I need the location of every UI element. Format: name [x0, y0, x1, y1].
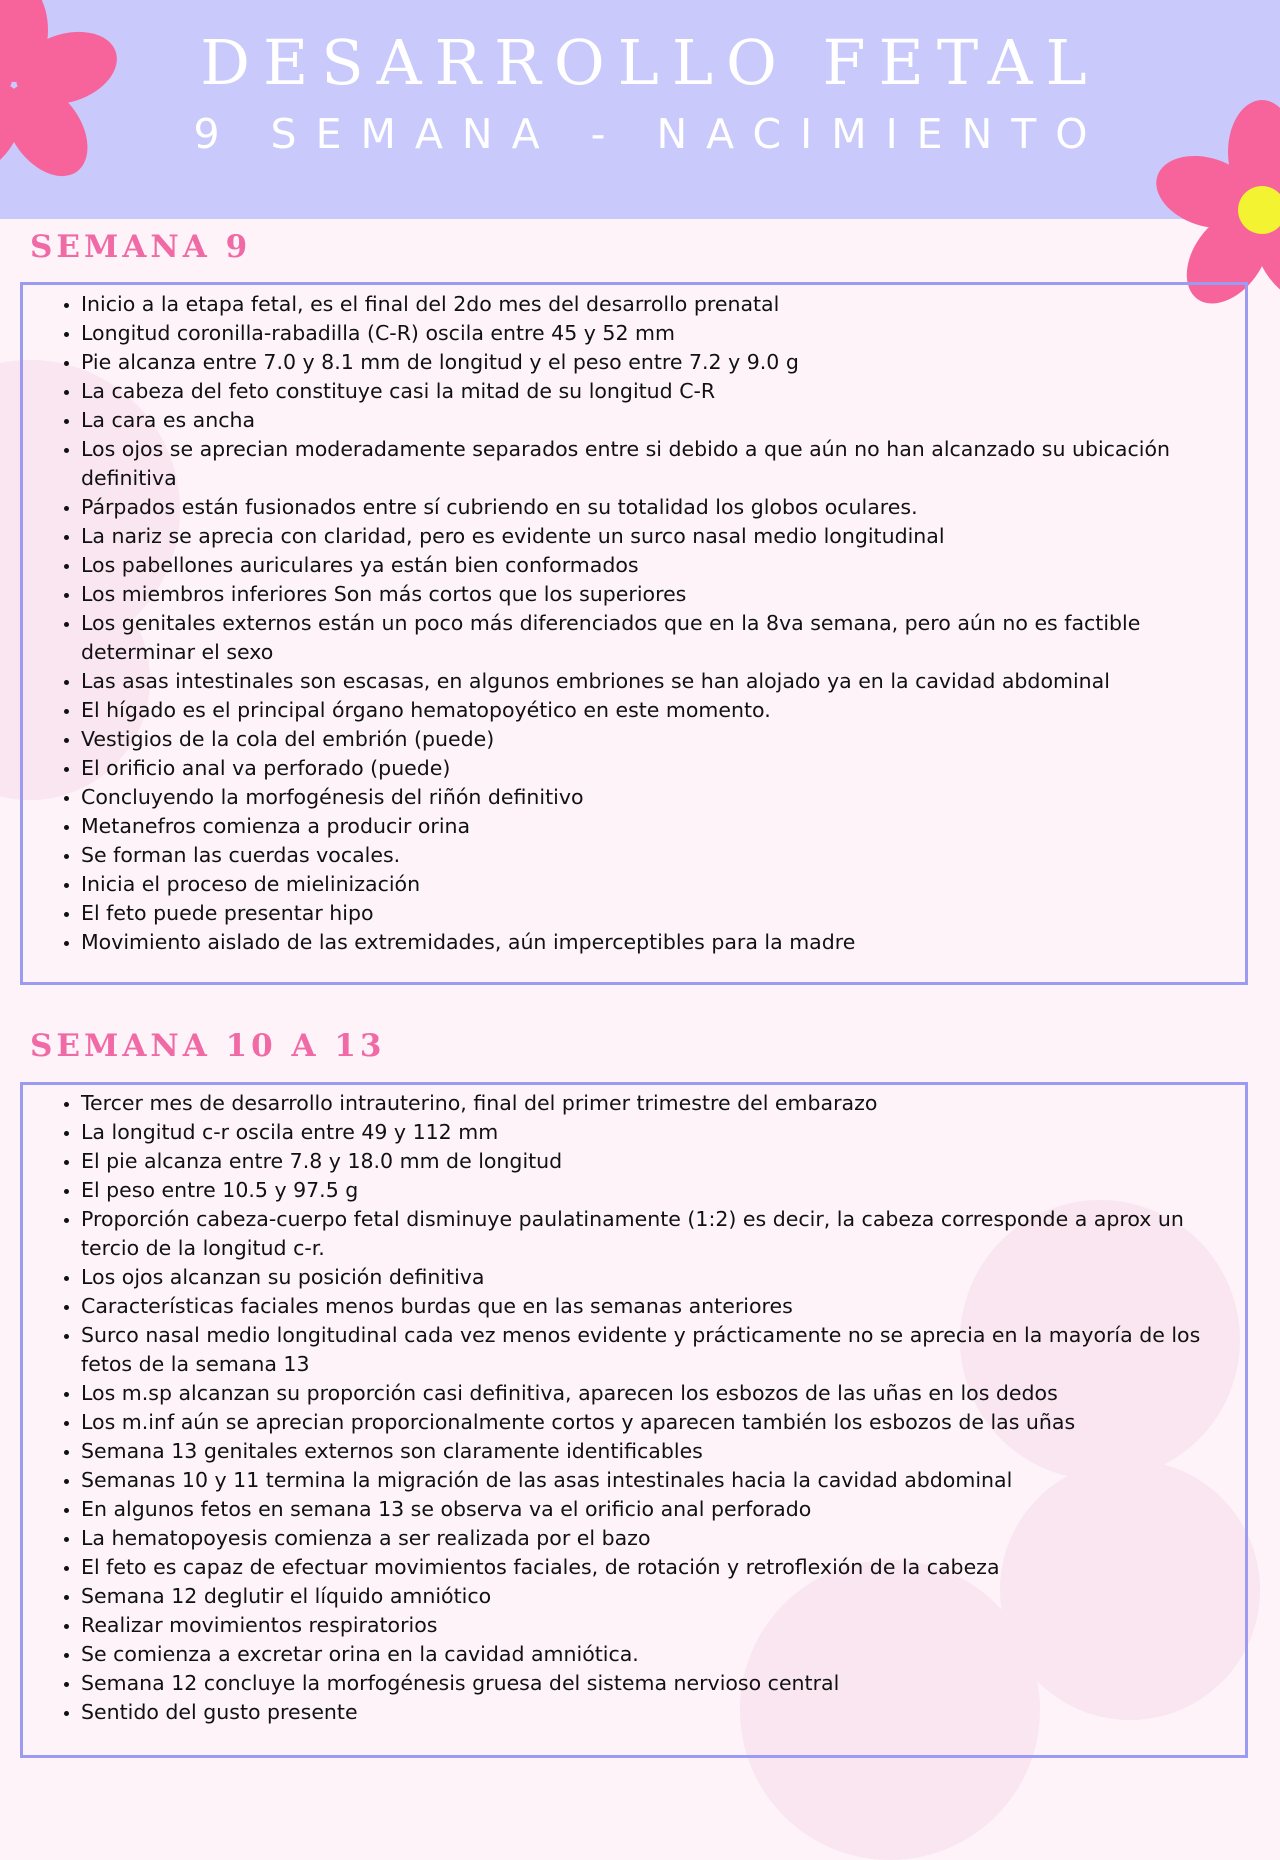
- list-item: • Los pabellones auriculares ya están bien conformados: [81, 551, 1205, 580]
- list-item: • Los m.sp alcanzan su proporción casi definitiva, aparecen los esbozos de las uñas en los dedos: [81, 1379, 1205, 1408]
- list-item: • Los genitales externos están un poco más diferenciados que en la 8va semana, pero aún no es factible determinar el sexo: [81, 609, 1205, 667]
- list-item: • Pie alcanza entre 7.0 y 8.1 mm de longitud y el peso entre 7.2 y 9.0 g: [81, 348, 1205, 377]
- list-item: • Los miembros inferiores Son más cortos que los superiores: [81, 580, 1205, 609]
- section-box-semana-10-a-13: [20, 1082, 1248, 1758]
- list-item: • Semana 12 concluye la morfogénesis gruesa del sistema nervioso central: [81, 1669, 1205, 1698]
- list-item: • El feto puede presentar hipo: [81, 899, 1205, 928]
- list-item: • El orificio anal va perforado (puede): [81, 754, 1205, 783]
- bullet-list: [23, 290, 1245, 957]
- list-item: • Metanefros comienza a producir orina: [81, 812, 1205, 841]
- flower-icon: [0, 0, 124, 220]
- list-item: • La cabeza del feto constituye casi la mitad de su longitud C-R: [81, 377, 1205, 406]
- list-item: • La longitud c-r oscila entre 49 y 112 mm: [81, 1118, 1205, 1147]
- page-subtitle: 9 SEMANA - NACIMIENTO: [193, 110, 1107, 158]
- list-item: • El hígado es el principal órgano hematopoyético en este momento.: [81, 696, 1205, 725]
- list-item: • Los ojos se aprecian moderadamente separados entre si debido a que aún no han alcanzado su ubicación definitiva: [81, 435, 1205, 493]
- list-item: • En algunos fetos en semana 13 se observa va el orificio anal perforado: [81, 1495, 1205, 1524]
- list-item: • Se comienza a excretar orina en la cavidad amniótica.: [81, 1640, 1205, 1669]
- list-item: • Tercer mes de desarrollo intrauterino, final del primer trimestre del embarazo: [81, 1089, 1205, 1118]
- list-item: • Los m.inf aún se aprecian proporcionalmente cortos y aparecen también los esbozos de las uñas: [81, 1408, 1205, 1437]
- list-item: • Movimiento aislado de las extremidades, aún imperceptibles para la madre: [81, 928, 1205, 957]
- list-item: • Inicia el proceso de mielinización: [81, 870, 1205, 899]
- list-item: • Inicio a la etapa fetal, es el final del 2do mes del desarrollo prenatal: [81, 290, 1205, 319]
- list-item: • Concluyendo la morfogénesis del riñón definitivo: [81, 783, 1205, 812]
- list-item: • Los ojos alcanzan su posición definitiva: [81, 1263, 1205, 1292]
- list-item: • La hematopoyesis comienza a ser realizada por el bazo: [81, 1524, 1205, 1553]
- list-item: • Se forman las cuerdas vocales.: [81, 841, 1205, 870]
- bullet-list: [23, 1089, 1245, 1727]
- section-title-semana-9: SEMANA 9: [30, 229, 252, 265]
- list-item: • Semana 12 deglutir el líquido amniótico: [81, 1582, 1205, 1611]
- page-header: [0, 0, 1280, 219]
- list-item: • Párpados están fusionados entre sí cubriendo en su totalidad los globos oculares.: [81, 493, 1205, 522]
- list-item: • El peso entre 10.5 y 97.5 g: [81, 1176, 1205, 1205]
- list-item: • Realizar movimientos respiratorios: [81, 1611, 1205, 1640]
- page-title: DESARROLLO FETAL: [200, 26, 1100, 99]
- list-item: • Proporción cabeza-cuerpo fetal disminuye paulatinamente (1:2) es decir, la cabeza corresponde a aprox un tercio de la longitud c-r.: [81, 1205, 1205, 1263]
- section-box-semana-9: [20, 282, 1248, 985]
- list-item: • Sentido del gusto presente: [81, 1698, 1205, 1727]
- list-item: • Vestigios de la cola del embrión (puede): [81, 725, 1205, 754]
- list-item: • Las asas intestinales son escasas, en algunos embriones se han alojado ya en la cavidad abdominal: [81, 667, 1205, 696]
- list-item: • El feto es capaz de efectuar movimientos faciales, de rotación y retroflexión de la cabeza: [81, 1553, 1205, 1582]
- list-item: • Semanas 10 y 11 termina la migración de las asas intestinales hacia la cavidad abdominal: [81, 1466, 1205, 1495]
- list-item: • La cara es ancha: [81, 406, 1205, 435]
- list-item: • Surco nasal medio longitudinal cada vez menos evidente y prácticamente no se aprecia en la mayoría de los fetos de la semana 13: [81, 1321, 1205, 1379]
- list-item: • La nariz se aprecia con claridad, pero es evidente un surco nasal medio longitudinal: [81, 522, 1205, 551]
- list-item: • Longitud coronilla-rabadilla (C-R) oscila entre 45 y 52 mm: [81, 319, 1205, 348]
- section-title-semana-10-a-13: SEMANA 10 A 13: [30, 1028, 386, 1064]
- list-item: • El pie alcanza entre 7.8 y 18.0 mm de longitud: [81, 1147, 1205, 1176]
- list-item: • Semana 13 genitales externos son claramente identificables: [81, 1437, 1205, 1466]
- list-item: • Características faciales menos burdas que en las semanas anteriores: [81, 1292, 1205, 1321]
